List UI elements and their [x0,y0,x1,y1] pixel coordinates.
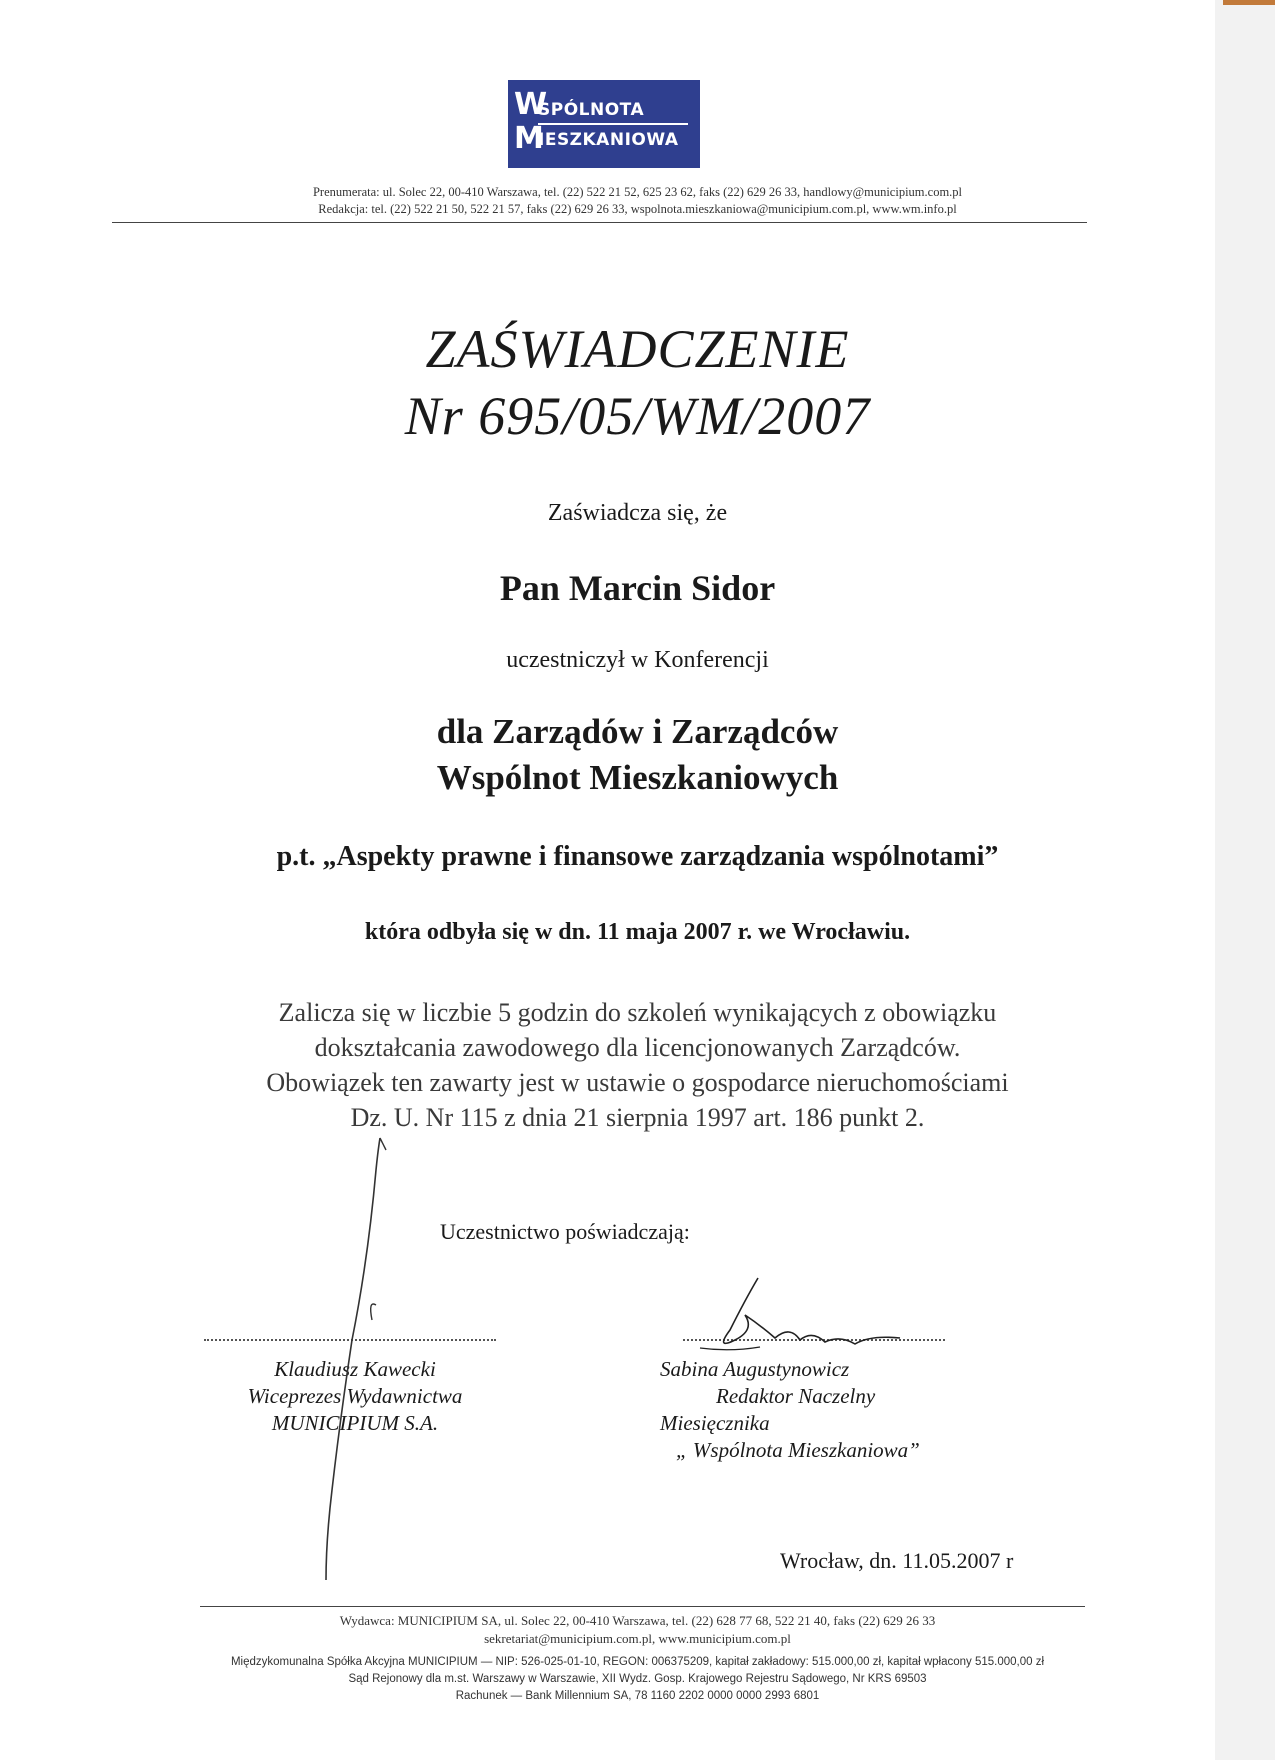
signatory-right-name: Sabina Augustynowicz [660,1357,850,1381]
logo-word-ieszkaniowa: IESZKANIOWA [538,130,679,150]
logo-word-spolnota: SPÓLNOTA [538,100,645,120]
signature-right-underline [700,1347,760,1350]
note-line: Zalicza się w liczbie 5 godzin do szkoleń wynikających z obowiązku [278,998,997,1027]
logo-letter-m: M [514,121,544,156]
note-line: Obowiązek ten zawarty jest w ustawie o gospodarce nieruchomościami [266,1068,1009,1097]
conference-date-place: która odbyła się w dn. 11 maja 2007 r. we Wrocławiu. [364,919,911,945]
conference-topic: p.t. „Aspekty prawne i finansowe zarządzania wspólnotami” [276,841,999,872]
footer-publisher: Wydawca: MUNICIPIUM SA, ul. Solec 22, 00-410 Warszawa, tel. (22) 628 77 68, 522 21 40, faks (22) 629 26 33 [339,1613,936,1628]
signature-right-stroke [724,1278,900,1344]
certificate-title: ZAŚWIADCZENIE [425,319,850,379]
footer-bank-account: Rachunek — Bank Millennium SA, 78 1160 2202 0000 0000 2993 6801 [455,1690,820,1702]
signature-left-tick [380,1138,386,1150]
header-editorial-line: Redakcja: tel. (22) 522 21 50, 522 21 57, faks (22) 629 26 33, wspolnota.mieszkaniowa@municipium.com.pl, www.wm.info.pl [318,202,957,216]
signatory-left-name: Klaudiusz Kawecki [274,1357,436,1381]
place-and-date: Wrocław, dn. 11.05.2007 r [780,1548,1014,1573]
conference-name-line-1: dla Zarządów i Zarządców [436,712,839,751]
participation-text: uczestniczył w Konferencji [506,647,769,673]
footer-court-registry: Sąd Rejonowy dla m.st. Warszawy w Warszawie, XII Wydz. Gosp. Krajowego Rejestru Sądowego, Nr KRS 69503 [348,1673,927,1685]
logo-letter-w: W [514,87,548,122]
signatory-left-role: Wiceprezes Wydawnictwa [247,1384,463,1408]
signatory-left-company: MUNICIPIUM S.A. [271,1411,439,1435]
header-subscription-line: Prenumerata: ul. Solec 22, 00-410 Warszawa, tel. (22) 522 21 52, 625 23 62, faks (22) 629 26 33, handlowy@municipium.com.pl [312,185,963,199]
footer-contact: sekretariat@municipium.com.pl, www.municipium.com.pl [484,1631,791,1646]
footer-company-ids: Międzykomunalna Spółka Akcyjna MUNICIPIUM — NIP: 526-025-01-10, REGON: 006375209, kapitał zakładowy: 515.000,00 zł, kapitał wpłacony 515.000,00 zł [230,1656,1045,1668]
signature-left-stroke [326,1138,380,1580]
intro-text: Zaświadcza się, że [547,500,728,526]
signature-left-hook [371,1304,376,1320]
conference-name-line-2: Wspólnot Mieszkaniowych [436,758,839,797]
signatory-right-role: Redaktor Naczelny [716,1384,876,1408]
note-line: dokształcania zawodowego dla licencjonowanych Zarządców. [314,1033,961,1062]
signatory-right-org-2: „ Wspólnota Mieszkaniowa” [676,1438,920,1462]
signatory-right-org-1: Miesięcznika [660,1411,770,1435]
certificate-number: Nr 695/05/WM/2007 [404,386,871,446]
confirmation-heading: Uczestnictwo poświadczają: [440,1219,690,1244]
participant-name: Pan Marcin Sidor [499,568,776,608]
footer-rule [200,1606,1085,1607]
note-line: Dz. U. Nr 115 z dnia 21 sierpnia 1997 art. 186 punkt 2. [350,1103,925,1132]
